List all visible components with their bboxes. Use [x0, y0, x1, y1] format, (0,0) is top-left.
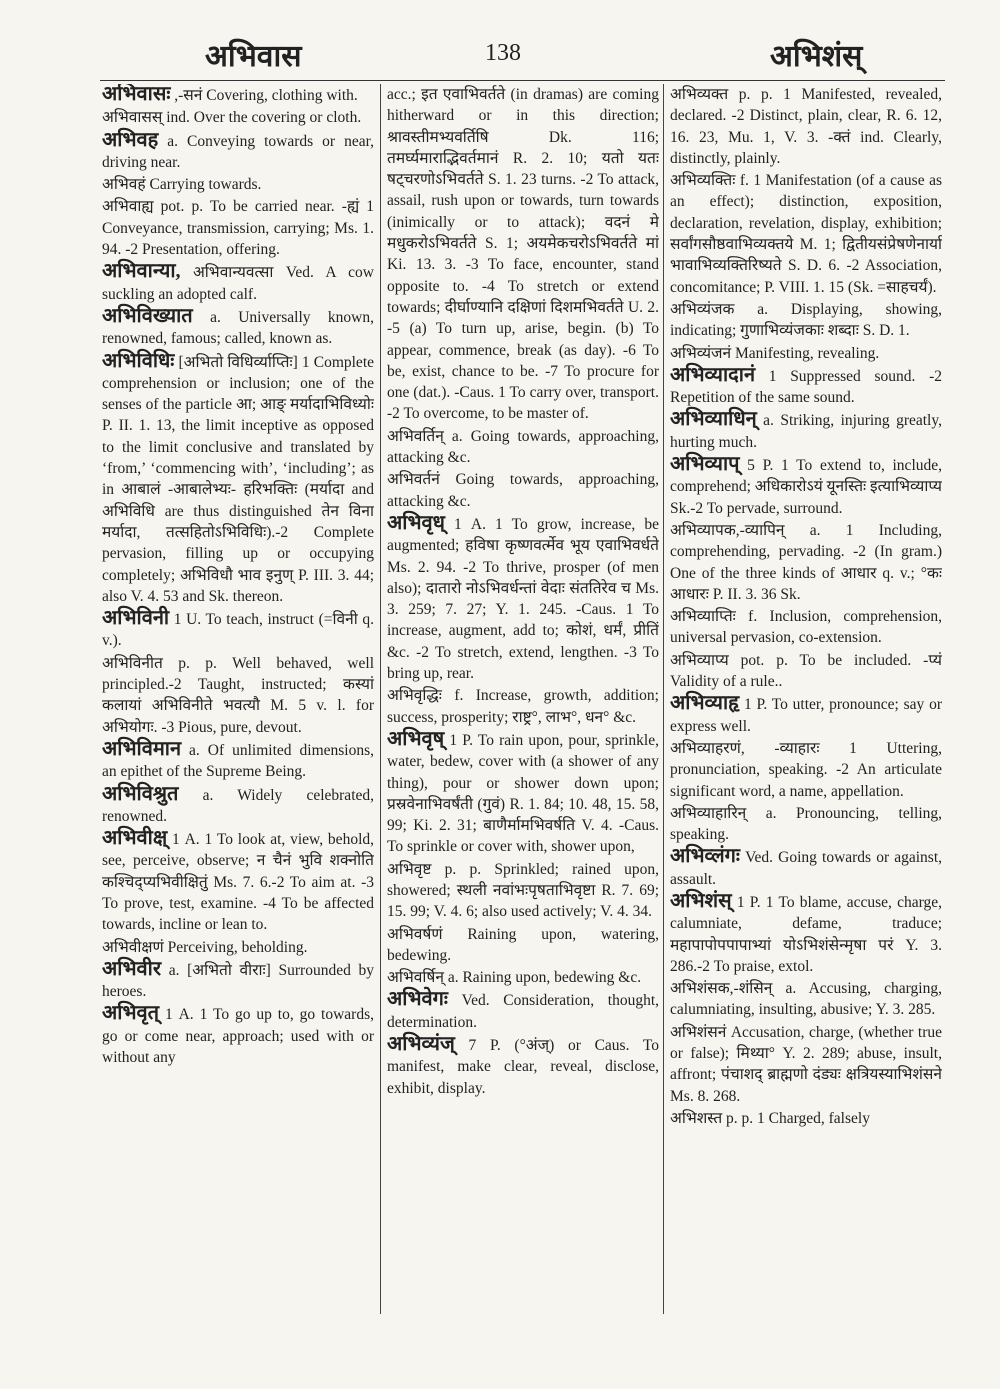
dictionary-entry [102, 130, 374, 174]
entry-text: acc.; इत एवाभिवर्तते (in dramas) are coming hitherward or in this direction; श्रावस्तीमभ्यवर्तिषि Dk. 116; तमर्घ्यमाराद्भिवर्तमानं R. 2. 10; यतो यतः षट्चरणोऽभिवर्तते S. 1. 23 turns. -2 To attack, assail, rush upon or towards, turn towards (inimically or to attack); वदनं मे मधुकरोऽभिवर्तते S. 1; अयमेकचरोऽभिवर्तते मां Ki. 13. 3. -3 To face, encounter, stand opposite to. -4 To stretch or extend towards; दीर्घाण्यानि दक्षिणां दिशमभिवर्तते U. 2. -5 (a) To turn up, arise, begin. (b) To appear, commence, break (as day). -6 To be, exist, chance to be. -7 To procure for one (dat.). -Caus. 1 To carry over, transport. -2 To overcome, to be master of. [387, 86, 659, 423]
entry-text: अभिवान्यवत्सा Ved. A cow suckling an adopted calf. [102, 264, 374, 303]
dictionary-entry [670, 299, 942, 342]
entry-headword: अभिवासः [102, 84, 171, 105]
dictionary-entry [670, 891, 942, 977]
dictionary-entry [387, 84, 659, 425]
entry-headword: अभिवह [102, 128, 159, 151]
dictionary-entry [102, 937, 374, 958]
entry-text: 1 P. To utter, pronounce; say or express well. [670, 696, 942, 735]
entry-text: Ved. Consideration, thought, determination. [387, 992, 659, 1031]
entry-text: अभिव्यंजक a. Displaying, showing, indicating; गुणाभिव्यंजकाः शब्दाः S. D. 1. [670, 300, 942, 340]
entry-text: 7 P. (°अंज्) or Caus. To manifest, make clear, reveal, disclose, exhibit, display. [387, 1037, 659, 1097]
entry-text: अभिवीक्षणं Perceiving, beholding. [102, 938, 308, 956]
entry-text: 1 P. 1 To blame, accuse, charge, calumniate, defame, traduce; महापापोपपापाभ्यां योऽभिशंसेन्मृषा परं Y. 3. 286.-2 To praise, extol. [670, 893, 942, 975]
entry-text: अभिव्यापक,-व्यापिन् a. 1 Including, comprehending, pervading. -2 (In gram.) One of the three kinds of आधार q. v.; °कः आधारः P. II. 3. 36 Sk. [670, 521, 942, 603]
dictionary-entry [387, 513, 659, 684]
entry-headword: अभिविश्रुत [102, 782, 179, 805]
dictionary-column-3 [670, 84, 942, 1309]
entry-text: a. Of unlimited dimensions, an epithet of the Supreme Being. [102, 741, 374, 781]
dictionary-entry [670, 978, 942, 1021]
dictionary-entry [670, 170, 942, 298]
dictionary-entry [387, 426, 659, 469]
entry-text: 1 A. 1 To grow, increase, be augmented; हविषा कृष्णवर्त्मेव भूय एवाभिवर्धते Ms. 2. 94. -2 To thrive, prosper (of men also); दातारो नोऽभिवर्धन्तां वेदाः संततिरेव च Ms. 3. 259; 7. 27; Y. 1. 245. -Caus. 1 To increase, augment, add to; कोशं, धर्मं, प्रीतिं &c. -2 To stretch, extend, lengthen. -3 To bring up, rear. [387, 515, 659, 683]
entry-text: अभिवृष्ट p. p. Sprinkled; rained upon, showered; स्थली नवांभःपृषताभिवृष्टा R. 7. 69; 15. 99; V. 4. 6; also used actively; V. 4. 34. [387, 860, 659, 921]
entry-text: अभिवाह्य pot. p. To be carried near. -ह्यं 1 Conveyance, transmission, carrying; Ms. 1. 94. -2 Presentation, offering. [102, 198, 374, 259]
dictionary-entry [670, 693, 942, 737]
entry-text: [अभितो विधिर्व्याप्तिः] 1 Complete comprehension or inclusion; one of the senses of the particle आ; आङ् मर्यादाभिविध्योः P. II. 1. 13, the limit inceptive as opposed to the limit conclusive and translated by ‘from,’ ‘commencing with’, ‘including’; as in आबालं -आबालेभ्यः- हरिभक्तिः (मर्यादा and अभिविधि are thus distinguished तेन विना मर्यादा, तत्सहितोऽभिविधिः).-2 Complete pervasion, filling up or occupying completely; अभिविधौ भाव इनुण् P. III. 3. 44; also V. 4. 53 and Sk. thereon. [102, 353, 374, 605]
entry-text: अभिव्याहारिन् a. Pronouncing, telling, speaking. [670, 804, 942, 844]
entry-text: अभिव्याहरणं, -व्याहारः 1 Uttering, pronunciation, speaking. -2 An articulate significant word, a name, appellation. [670, 739, 942, 800]
dictionary-entry [387, 685, 659, 728]
entry-text: a. Striking, injuring greatly, hurting much. [670, 412, 942, 451]
entry-text: अभिशंसक,-शंसिन् a. Accusing, charging, calumniating, insulting, abusive; Y. 3. 285. [670, 980, 942, 1019]
dictionary-entry [670, 606, 942, 649]
entry-headword: अभिविधिः [102, 349, 175, 372]
entry-headword: अभिव्याधिन् [670, 408, 757, 431]
entry-headword: अभिव्यादानं [670, 363, 756, 386]
dictionary-entry [387, 989, 659, 1033]
page-header [0, 0, 1000, 82]
entry-headword: अभिवेगः [387, 988, 448, 1011]
entry-text: अभिवर्षणं Raining upon, watering, bedewing. [387, 925, 659, 964]
page-number: 138 [485, 40, 521, 66]
entry-text: a. Universally known, renowned, famous; called, known as. [102, 308, 374, 348]
dictionary-column-2 [387, 84, 659, 1309]
dictionary-entry [670, 846, 942, 890]
dictionary-entry [102, 608, 374, 652]
column-separator [663, 84, 664, 1314]
dictionary-entry [102, 196, 374, 260]
entry-text: अभिवृद्धिः f. Increase, growth, addition; success, prosperity; राष्ट्र°, लाभ°, धन° &c. [387, 687, 659, 726]
dictionary-entry [102, 653, 374, 738]
dictionary-entry [102, 784, 374, 828]
dictionary-entry [387, 924, 659, 967]
entry-text: अभिवर्षिन् a. Raining upon, bedewing &c. [387, 969, 642, 987]
dictionary-entry [670, 409, 942, 453]
entry-text: 5 P. 1 To extend to, include, comprehend; अधिकारोऽयं यूनस्तिः इत्याभिव्याप्य Sk.-2 To pervade, surround. [670, 457, 942, 517]
entry-text: अभिवर्तिन् a. Going towards, approaching, attacking &c. [387, 427, 659, 467]
entry-text: अभिवासस् ind. Over the covering or cloth. [102, 109, 362, 127]
entry-text: अभिशस्त p. p. 1 Charged, falsely [670, 1109, 870, 1127]
dictionary-entry [670, 650, 942, 693]
entry-text: अभिव्याप्य pot. p. To be included. -प्यं Validity of a rule.. [670, 651, 942, 691]
entry-headword: अभिवृष् [387, 727, 445, 750]
entry-text: अभिवहं Carrying towards. [102, 176, 262, 194]
entry-text: a. Conveying towards or near, driving near. [102, 132, 374, 171]
dictionary-entry [387, 859, 659, 923]
entry-text: 1 A. 1 To look at, view, behold, see, perceive, observe; न चैनं भुवि शक्नोति कश्चिद्प्यभिवीक्षितुं Ms. 7. 6.-2 To aim at. -3 To prove, test, examine. -4 To be affected towards, incline or lean to. [102, 831, 374, 934]
entry-text: अभिव्यक्त p. p. 1 Manifested, revealed, declared. -2 Distinct, plain, clear, R. 6. 12, 16. 23, Mu. 1, V. 3. -क्तं ind. Clearly, distinctly, plainly. [670, 86, 942, 167]
entry-text: ,-सनं Covering, clothing with. [174, 87, 358, 104]
entry-text: अभिव्यंजनं Manifesting, revealing. [670, 344, 880, 362]
entry-headword: अभिव्याहृ [670, 692, 740, 715]
dictionary-entry [670, 738, 942, 802]
entry-headword: अभिशंस् [670, 889, 732, 912]
dictionary-entry [387, 469, 659, 512]
dictionary-entry [670, 803, 942, 846]
dictionary-entry [102, 306, 374, 350]
entry-headword: अभिविख्यात [102, 304, 193, 327]
dictionary-entry [670, 343, 942, 364]
dictionary-entry [102, 261, 374, 305]
entry-text: 1 A. 1 To go up to, go towards, go or come near, approach; used with or without any [102, 1006, 374, 1067]
dictionary-entry [102, 84, 374, 106]
entry-text: अभिवर्तनं Going towards, approaching, attacking &c. [387, 471, 659, 510]
dictionary-entry [670, 1022, 942, 1107]
entry-text: अभिविनीत p. p. Well behaved, well principled.-2 Taught, instructed; कस्यां कलायां अभिविनीते भवत्यौ M. 5 v. l. for अभियोगः. -3 Pious, pure, devout. [102, 654, 374, 736]
entry-text: 1 Suppressed sound. -2 Repetition of the same sound. [670, 367, 942, 407]
entry-headword: अभिवृध् [387, 511, 445, 534]
right-running-headword: अभिशंस् [770, 40, 863, 73]
dictionary-entry [670, 454, 942, 519]
entry-headword: अभिव्याप् [670, 453, 740, 476]
dictionary-entry [670, 520, 942, 605]
dictionary-entry [387, 729, 659, 858]
entry-headword: अभिवीर [102, 957, 161, 980]
entry-headword: अभिवृत् [102, 1002, 160, 1025]
entry-text: 1 U. To teach, instruct (=विनी q. v.). [102, 611, 374, 650]
column-separator [380, 84, 381, 1314]
entry-headword: अभिविनी [102, 607, 170, 630]
dictionary-entry [102, 174, 374, 195]
entry-headword: अभिव्लंगः [670, 845, 740, 868]
header-rule [100, 80, 945, 81]
dictionary-entry [387, 1034, 659, 1099]
entry-text: a. Widely celebrated, renowned. [102, 786, 374, 825]
left-running-headword: अभिवास [205, 40, 302, 73]
entry-text: अभिव्यक्तिः f. 1 Manifestation (of a cause as an effect); distinction, exposition, declaration, revelation, display, exhibition; सर्वांगसौष्ठवाभिव्यक्तये M. 1; द्वितीयसंप्रेषणेनार्या भावाभिव्यक्तिरिष्यते S. D. 6. -2 Association, concomitance; P. VIII. 1. 15 (Sk. =साहचर्यं). [670, 172, 942, 296]
dictionary-entry [102, 739, 374, 783]
dictionary-entry [670, 365, 942, 409]
dictionary-entry [102, 828, 374, 935]
dictionary-entry [102, 959, 374, 1003]
dictionary-entry [670, 1108, 942, 1129]
entry-headword: अभिवान्या, [102, 260, 181, 283]
dictionary-column-1 [102, 84, 374, 1309]
dictionary-entry [102, 107, 374, 128]
entry-text: Ved. Going towards or against, assault. [670, 849, 942, 888]
entry-text: अभिव्याप्तिः f. Inclusion, comprehension, universal pervasion, co-extension. [670, 608, 942, 647]
entry-headword: अभिवीक्ष् [102, 827, 168, 850]
entry-text: अभिशंसनं Accusation, charge, (whether true or false); मिथ्या° Y. 2. 289; abuse, insult, affront; पंचाशद् ब्राह्मणो दंड्यः क्षत्रियस्याभिशंसने Ms. 8. 268. [670, 1023, 942, 1105]
dictionary-entry [102, 351, 374, 608]
entry-text: a. [अभितो वीराः] Surrounded by heroes. [102, 961, 374, 1001]
entry-headword: अभिव्यंज् [387, 1033, 455, 1056]
entry-headword: अभिविमान [102, 737, 182, 760]
dictionary-entry [670, 84, 942, 169]
dictionary-entry [102, 1003, 374, 1068]
dictionary-entry [387, 967, 659, 988]
entry-text: 1 P. To rain upon, pour, sprinkle, water, bedew, cover with (a shower of any thing), pour or shower down upon; प्रस्रवेनाभिवर्षंती (गुवं) R. 1. 84; 10. 48, 15. 58, 99; Ki. 2. 31; बाणैर्मामभिवर्षति V. 4. -Caus. To sprinkle or cover with, shower upon, [387, 731, 659, 856]
